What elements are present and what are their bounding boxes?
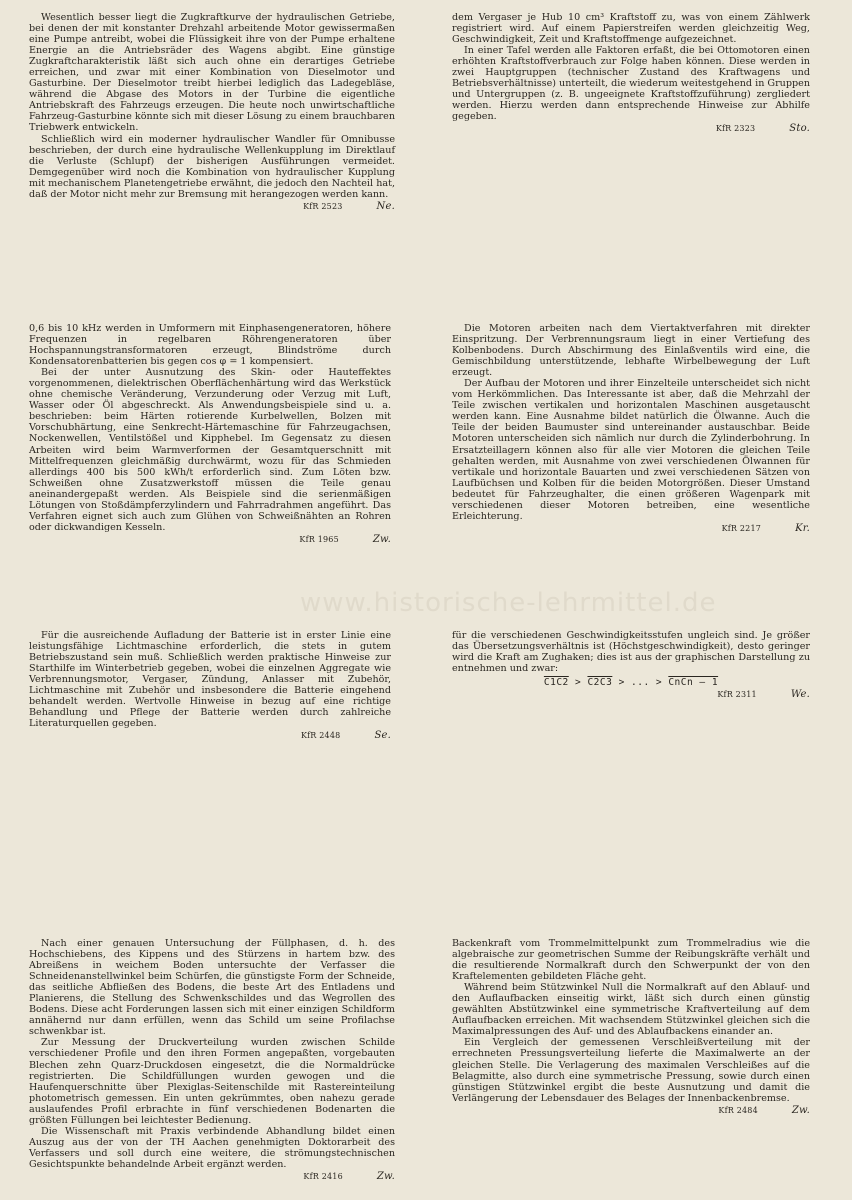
signature — [29, 201, 395, 212]
reference-code: KfR 2323 — [715, 124, 756, 134]
author-initials: Zw. — [791, 1104, 810, 1116]
signature — [29, 534, 391, 545]
abstract-card-kfr-2416 — [29, 938, 395, 1182]
paragraph: Bei der unter Ausnutzung des Skin- oder Hauteffektes vorgenommenen, dielektrischen Oberflächenhärtung wird das Werkstück ohne chemische Veränderung, Verzunderung oder Verzug mit Luft, Wasser oder Öl abgeschreckt. Als Anwendungsbeispiele sind u. a. beschrieben: beim Härten rotierende Kurbelwellen, Bolzen mit Vorschubhärtung, eine Senkrecht-Härtemaschine für Fahrzeugachsen, Nockenwellen, Ventilstößel und Kipphebel. Im Gegensatz zu diesen Arbeiten wird beim Warmverformen der Gesamtquerschnitt mit Mittelfrequenzen gleichmäßig durchwärmt, wozu für das Schmieden allerdings 400 bis 500 kWh/t erforderlich sind. Zum Löten bzw. Schweißen ohne Zusatzwerkstoff müssen die Teile genau aneinandergepaßt werden. Als Beispiele sind die serienmäßigen Lötungen von Stoßdämpferzylindern und Fahrradrahmen angeführt. Das Verfahren eignet sich auch zum Glühen von Schweißnähten an Rohren oder dickwandigen Kesseln. — [29, 367, 391, 533]
signature — [452, 1105, 810, 1116]
formula — [452, 677, 810, 688]
author-initials: We. — [790, 689, 810, 701]
paragraph: Ein Vergleich der gemessenen Verschleißverteilung mit der errechneten Pressungsverteilung lieferte die Maximalwerte an der gleichen Stelle. Die Verlagerung des maximalen Verschleißes auf die Belagmitte, also durch eine symmetrische Pressung, sowie durch einen günstigen Stützwinkel ergibt die beste Ausnutzung und damit die Verlängerung der Lebensdauer des Belages der Innenbackenbremse. — [452, 1037, 810, 1104]
formula-operator: > — [568, 677, 588, 689]
reference-code: KfR 2448 — [300, 731, 341, 741]
paragraph: Nach einer genauen Untersuchung der Füllphasen, d. h. des Hochschiebens, des Kippens und des Stürzens in hartem bzw. des Abreißens in weichem Boden untersuchte der Verfasser die Schneidenanstellwinkel beim Schürfen, die günstigste Form der Schneide, das seitliche Abfließen des Bodens, die beste Art des Entladens und Planierens, die Stellung des Schwenkschildes und das Wegrollen des Bodens. Diese acht Forderungen lassen sich mit einer einzigen Schildform annähernd nur dann erfüllen, wenn das Schild um seine Profilachse schwenkbar ist. — [29, 938, 395, 1038]
abstract-card-kfr-1965 — [29, 323, 391, 545]
paragraph: für die verschiedenen Geschwindigkeitsstufen ungleich sind. Je größer das Übersetzungsverhältnis ist (Höchstgeschwindigkeit), desto geringer wird die Kraft am Zughaken; dies ist aus der graphischen Darstellung zu entnehmen und zwar: — [452, 630, 810, 675]
paragraph: Der Aufbau der Motoren und ihrer Einzelteile unterscheidet sich nicht vom Herkömmlichen. Das Interessante ist aber, daß die Mehrzahl der Teile zwischen vertikalen und horizontalen Maschinen ausgetauscht werden kann. Eine Ausnahme bildet natürlich die Ölwanne. Auch die Teile der beiden Baumuster sind untereinander austauschbar. Beide Motoren unterscheiden sich nämlich nur durch die Zylinderbohrung. In Ersatzteillagern können also für alle vier Motoren die gleichen Teile gehalten werden, mit Ausnahme von zwei verschiedenen Ölwannen für vertikale und horizontale Bauarten und zwei verschiedenen Sätzen von Laufbüchsen und Kolben für die beiden Motorgrößen. Dieser Umstand bedeutet für Fahrzeughalter, die einen größeren Wagenpark mit verschiedenen dieser Motoren betreiben, eine wesentliche Erleichterung. — [452, 378, 810, 522]
reference-code: KfR 2217 — [721, 523, 762, 533]
paragraph: Die Motoren arbeiten nach dem Viertaktverfahren mit direkter Einspritzung. Der Verbrennungsraum liegt in einer Vertiefung des Kolbenbodens. Durch Abschirmung des Einlaßventils wird eine, die Gemischbildung unterstützende, lebhafte Wirbelbewegung der Luft erzeugt. — [452, 323, 810, 379]
reference-code: KfR 2311 — [717, 690, 757, 700]
paragraph: Die Wissenschaft mit Praxis verbindende Abhandlung bildet einen Auszug aus der von der TH Aachen genehmigten Doktorarbeit des Verfassers und soll durch eine weitere, die strömungstechnischen Gesichtspunkte behandelnde Arbeit ergänzt werden. — [29, 1125, 395, 1170]
author-initials: Ne. — [376, 200, 395, 212]
reference-code: KfR 1965 — [299, 534, 339, 544]
signature — [452, 689, 810, 700]
signature — [29, 730, 391, 741]
paragraph: Schließlich wird ein moderner hydraulischer Wandler für Omnibusse beschrieben, der durch eine hydraulische Wellenkupplung im Direktlauf die Verluste (Schlupf) der bisherigen Ausführungen vermeidet. Demgegenüber wird noch die Kombination von hydraulischer Kupplung mit mechanischem Planetengetriebe erwähnt, die jedoch den Nachteil hat, daß der Motor nicht mehr zur Bremsung mit herangezogen werden kann. — [29, 133, 395, 200]
author-initials: Zw. — [376, 1170, 395, 1182]
signature — [29, 1171, 395, 1182]
author-initials: Kr. — [795, 522, 810, 534]
paragraph: 0,6 bis 10 kHz werden in Umformern mit Einphasengeneratoren, höhere Frequenzen in regelbaren Röhrengeneratoren über Hochspannungstransformatoren erzeugt, Blindströme durch Kondensatorenbatterien bis gegen cos φ = 1 kompensiert. — [29, 323, 391, 368]
paragraph: Zur Messung der Druckverteilung wurden zwischen Schilde verschiedener Profile und den ihren Formen angepaßten, vorgebauten Blechen zehn Quarz-Druckdosen eingesetzt, die die Normaldrücke registrierten. Die Schildfüllungen wurden gewogen und die Haufenquerschnitte über Plexiglas-Seitenschilde mit Rastereinteilung photometrisch gemessen. Ein unten gekrümmtes, oben nahezu gerade auslaufendes Profil erbrachte in fünf verschiedenen Bodenarten die größten Füllungen bei leichtester Bedienung. — [29, 1037, 395, 1126]
reference-code: KfR 2523 — [303, 201, 343, 211]
author-initials: Zw. — [372, 533, 391, 545]
author-initials: Sto. — [789, 123, 810, 135]
paragraph: dem Vergaser je Hub 10 cm³ Kraftstoff zu, was von einem Zählwerk registriert wird. Auf einem Papierstreifen werden gleichzeitig Weg, Geschwindigkeit, Zeit und Kraftstoffmenge aufgezeichnet. — [452, 12, 810, 46]
signature — [452, 123, 810, 134]
paragraph: Während beim Stützwinkel Null die Normalkraft auf den Ablauf- und den Auflaufbacken einseitig wirkt, läßt sich durch einen günstig gewählten Abstützwinkel eine symmetrische Kraftverteilung auf dem Auflaufbacken erreichen. Mit wachsendem Stützwinkel gleichen sich die Maximalpressungen des Auf- und des Ablaufbackens einander an. — [452, 982, 810, 1038]
watermark: www.historische-lehrmittel.de — [300, 588, 717, 618]
paragraph: Wesentlich besser liegt die Zugkraftkurve der hydraulischen Getriebe, bei denen der mit konstanter Drehzahl arbeitende Motor gewissermaßen eine Pumpe antreibt, wobei die Flüssigkeit ihre von der Pumpe erhaltene Energie an die Antriebsräder des Wagens abgibt. Eine günstige Zugkraftcharakteristik läßt sich auch ohne ein derartiges Getriebe erreichen, und zwar mit einer Kombination von Dieselmotor und Gasturbine. Der Dieselmotor treibt hierbei lediglich das Ladegebläse, während die Abgase des Motors in der Turbine die eigentliche Antriebskraft des Fahrzeugs erzeugen. Die heute noch unwirtschaftliche Fahrzeug-Gasturbine könnte sich mit dieser Lösung zu einem brauchbaren Triebwerk entwickeln. — [29, 12, 395, 134]
formula-term: C1C2 — [543, 677, 569, 689]
abstract-card-kfr-2217 — [452, 323, 810, 534]
abstract-card-kfr-2523 — [29, 12, 395, 212]
abstract-card-kfr-2311 — [452, 630, 810, 700]
paragraph: In einer Tafel werden alle Faktoren erfaßt, die bei Ottomotoren einen erhöhten Kraftstoffverbrauch zur Folge haben können. Diese werden in zwei Hauptgruppen (technischer Zustand des Kraftwagens und Betriebsverhältnisse) unterteilt, die wiederum weitestgehend in Gruppen und Untergruppen (z. B. ungeeignete Kraftstoffzuführung) zergliedert werden. Hierzu werden dann entsprechende Hinweise zur Abhilfe gegeben. — [452, 45, 810, 123]
abstract-card-kfr-2448 — [29, 630, 391, 741]
formula-term: C2C3 — [587, 677, 613, 689]
paragraph: Backenkraft vom Trommelmittelpunkt zum Trommelradius wie die algebraische zur geometrischen Summe der Reibungskräfte verhält und die resultierende Normalkraft durch den Schwerpunkt der von den Kraftelementen gebildeten Fläche geht. — [452, 938, 810, 983]
author-initials: Se. — [374, 730, 391, 742]
paragraph: Für die ausreichende Aufladung der Batterie ist in erster Linie eine leistungsfähige Lichtmaschine erforderlich, die stets in gutem Betriebszustand sein muß. Schließlich werden praktische Hinweise zur Starthilfe im Winterbetrieb gegeben, wobei die einzelnen Aggregate wie Verbrennungsmotor, Vergaser, Zündung, Anlasser mit Zubehör, Lichtmaschine mit Zubehör und insbesondere die Batterie eingehend behandelt werden. Wertvolle Hinweise in bezug auf eine richtige Behandlung und Pflege der Batterie werden durch zahlreiche Literaturquellen gegeben. — [29, 630, 391, 730]
abstract-card-kfr-2484 — [452, 938, 810, 1116]
reference-code: KfR 2484 — [718, 1105, 758, 1115]
signature — [452, 523, 810, 534]
abstract-card-kfr-2323 — [452, 12, 810, 135]
formula-operator: > ... > — [612, 677, 669, 689]
reference-code: KfR 2416 — [303, 1171, 343, 1181]
formula-term: CnCn — 1 — [668, 677, 719, 689]
